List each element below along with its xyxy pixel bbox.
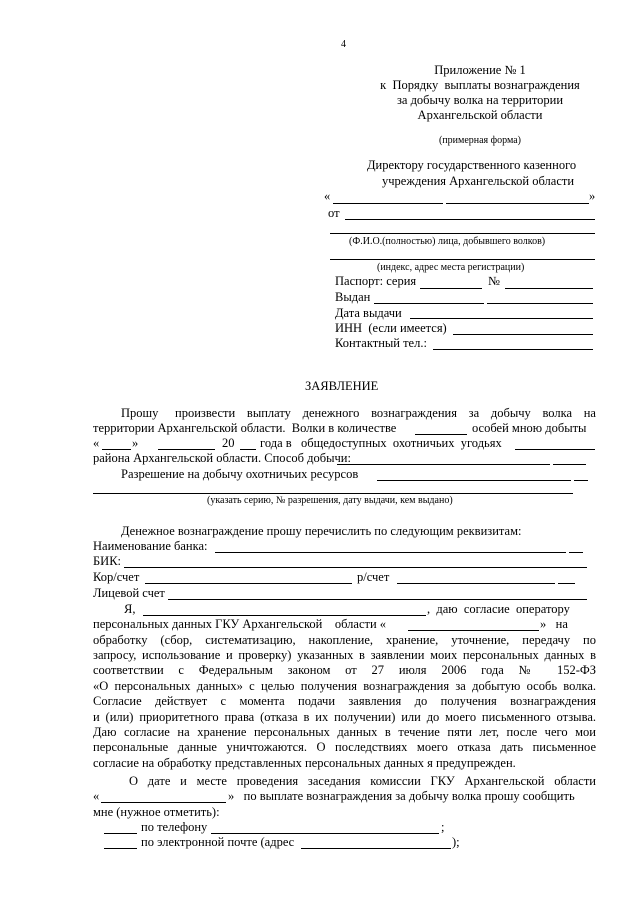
consent-line-1-end: , даю согласие оператору	[427, 602, 570, 616]
institution-blank-1[interactable]	[333, 203, 443, 204]
notify-email-end: );	[452, 835, 460, 849]
appendix-line-1: к Порядку выплаты вознаграждения	[380, 78, 580, 92]
notify-email-blank[interactable]	[301, 848, 451, 849]
hunting-grounds-blank[interactable]	[515, 449, 595, 450]
passport-series-label: Паспорт: серия	[335, 274, 417, 288]
inn-label: ИНН (если имеется)	[335, 321, 447, 335]
notify-phone-end: ;	[441, 820, 445, 834]
phone-blank[interactable]	[433, 349, 593, 350]
consent-line-3: обработку (сбор, систематизацию, накопление, хранение, уточнение, передачу по	[93, 633, 596, 647]
from-fio-blank-2[interactable]	[330, 233, 595, 234]
inn-blank[interactable]	[453, 334, 593, 335]
addressee-line-1: Директору государственного казенного	[367, 158, 577, 172]
notify-line-3: мне (нужное отметить):	[93, 805, 220, 819]
consent-line-2-end: » на	[540, 617, 568, 631]
day-open-quote: «	[93, 436, 100, 450]
email-checkbox-blank[interactable]	[104, 848, 137, 849]
consent-line-9: Даю согласие на хранение персональных данных в течение пяти лет, после чего мои	[93, 725, 596, 739]
permit-blank-3[interactable]	[93, 493, 573, 494]
corr-account-blank[interactable]	[145, 583, 352, 584]
phone-checkbox-blank[interactable]	[104, 833, 137, 834]
consent-name-blank[interactable]	[143, 615, 426, 616]
bik-blank[interactable]	[124, 567, 587, 568]
request-line-2-start: территории Архангельской области. Волки в количестве	[93, 421, 397, 435]
consent-line-7: Согласие действует с момента подачи заявления до получения вознаграждения	[93, 694, 596, 708]
passport-number-label: №	[488, 274, 500, 288]
account-blank-2[interactable]	[558, 583, 575, 584]
permit-label: Разрешение на добычу охотничьих ресурсов	[121, 467, 359, 481]
from-label: от	[328, 206, 340, 220]
notify-phone-label: по телефону	[141, 820, 208, 834]
address-caption: (индекс, адрес места регистрации)	[377, 262, 525, 273]
fio-caption: (Ф.И.О.(полностью) лица, добывшего волков)	[349, 236, 546, 247]
consent-line-4: запросу, использование и проверку) указанных в заявлении моих персональных данных в	[93, 648, 596, 662]
bank-name-label: Наименование банка:	[93, 539, 208, 553]
phone-label: Контактный тел.:	[335, 336, 427, 350]
account-blank[interactable]	[397, 583, 555, 584]
year-blank[interactable]	[240, 449, 256, 450]
consent-line-8: и (или) приоритетного права (отказа в их получении) или до моего письменного отзыва.	[93, 710, 596, 724]
day-blank[interactable]	[102, 449, 131, 450]
request-line-3-end: года в общедоступных охотничьих угодьях	[260, 436, 502, 450]
bik-label: БИК:	[93, 554, 122, 568]
passport-date-label: Дата выдачи	[335, 306, 402, 320]
bank-intro: Денежное вознаграждение прошу перечислить по следующим реквизитам:	[121, 524, 522, 538]
request-line-2-end: особей мною добыты	[472, 421, 587, 435]
appendix-line-3: Архангельской области	[417, 108, 543, 122]
addressee-line-2: учреждения Архангельской области	[382, 174, 575, 188]
bank-name-blank[interactable]	[215, 552, 566, 553]
permit-caption: (указать серию, № разрешения, дату выдачи, кем выдано)	[207, 495, 453, 506]
consent-operator-blank[interactable]	[408, 630, 539, 631]
consent-line-11: согласие на обработку представленных персональных данных я предупрежден.	[93, 756, 516, 770]
form-note: (примерная форма)	[438, 135, 522, 146]
passport-date-blank[interactable]	[410, 318, 593, 319]
consent-line-5: соответствии с Федеральным законом от 27 июля 2006 года № 152-ФЗ	[93, 663, 596, 677]
permit-blank[interactable]	[377, 480, 571, 481]
notify-institution-blank[interactable]	[101, 802, 226, 803]
day-close-quote: »	[132, 436, 139, 450]
institution-open-quote: «	[324, 189, 331, 203]
personal-account-label: Лицевой счет	[93, 586, 165, 600]
method-blank-2[interactable]	[553, 464, 586, 465]
corr-account-label: Кор/счет	[93, 570, 140, 584]
request-line-1: произвести выплату денежного вознаграждения за добычу волка на	[175, 406, 596, 420]
appendix-title: Приложение № 1	[434, 63, 526, 77]
personal-account-blank[interactable]	[168, 599, 587, 600]
consent-line-2-start: персональных данных ГКУ Архангельской области «	[93, 617, 387, 631]
institution-close-quote: »	[589, 189, 596, 203]
passport-issued-blank[interactable]	[374, 303, 484, 304]
passport-number-blank[interactable]	[505, 288, 593, 289]
notify-phone-blank[interactable]	[211, 833, 439, 834]
notify-email-label: по электронной почте (адрес	[141, 835, 295, 849]
consent-line-10: персональные данные уничтожаются. О последствиях моего отказа дать письменное	[93, 740, 596, 754]
consent-i: Я,	[124, 602, 136, 616]
wolf-count-blank[interactable]	[415, 434, 467, 435]
passport-issued-blank-2[interactable]	[487, 303, 593, 304]
notify-line-2-end: » по выплате вознаграждения за добычу волка прошу сообщить	[228, 789, 575, 803]
notify-open-quote: «	[93, 789, 100, 803]
month-blank[interactable]	[158, 449, 215, 450]
permit-blank-2[interactable]	[574, 480, 588, 481]
method-blank[interactable]	[337, 464, 550, 465]
passport-series-blank[interactable]	[420, 288, 482, 289]
request-line-4: района Архангельской области. Способ добычи:	[93, 451, 351, 465]
year-prefix: 20	[222, 436, 235, 450]
notify-line-1: О дате и месте проведения заседания комиссии ГКУ Архангельской области	[129, 774, 596, 788]
request-line-1-start: Прошу	[121, 406, 159, 420]
institution-blank-2[interactable]	[446, 203, 589, 204]
passport-issued-label: Выдан	[335, 290, 371, 304]
account-label: р/счет	[357, 570, 390, 584]
page-number: 4	[341, 39, 346, 50]
statement-heading: ЗАЯВЛЕНИЕ	[305, 379, 379, 393]
bank-name-blank-2[interactable]	[569, 552, 583, 553]
consent-line-6: «О персональных данных» с целью получения вознаграждения за добытую особь волка.	[93, 679, 596, 693]
appendix-line-2: за добычу волка на территории	[396, 93, 564, 107]
from-fio-blank[interactable]	[345, 219, 595, 220]
address-blank[interactable]	[330, 259, 595, 260]
